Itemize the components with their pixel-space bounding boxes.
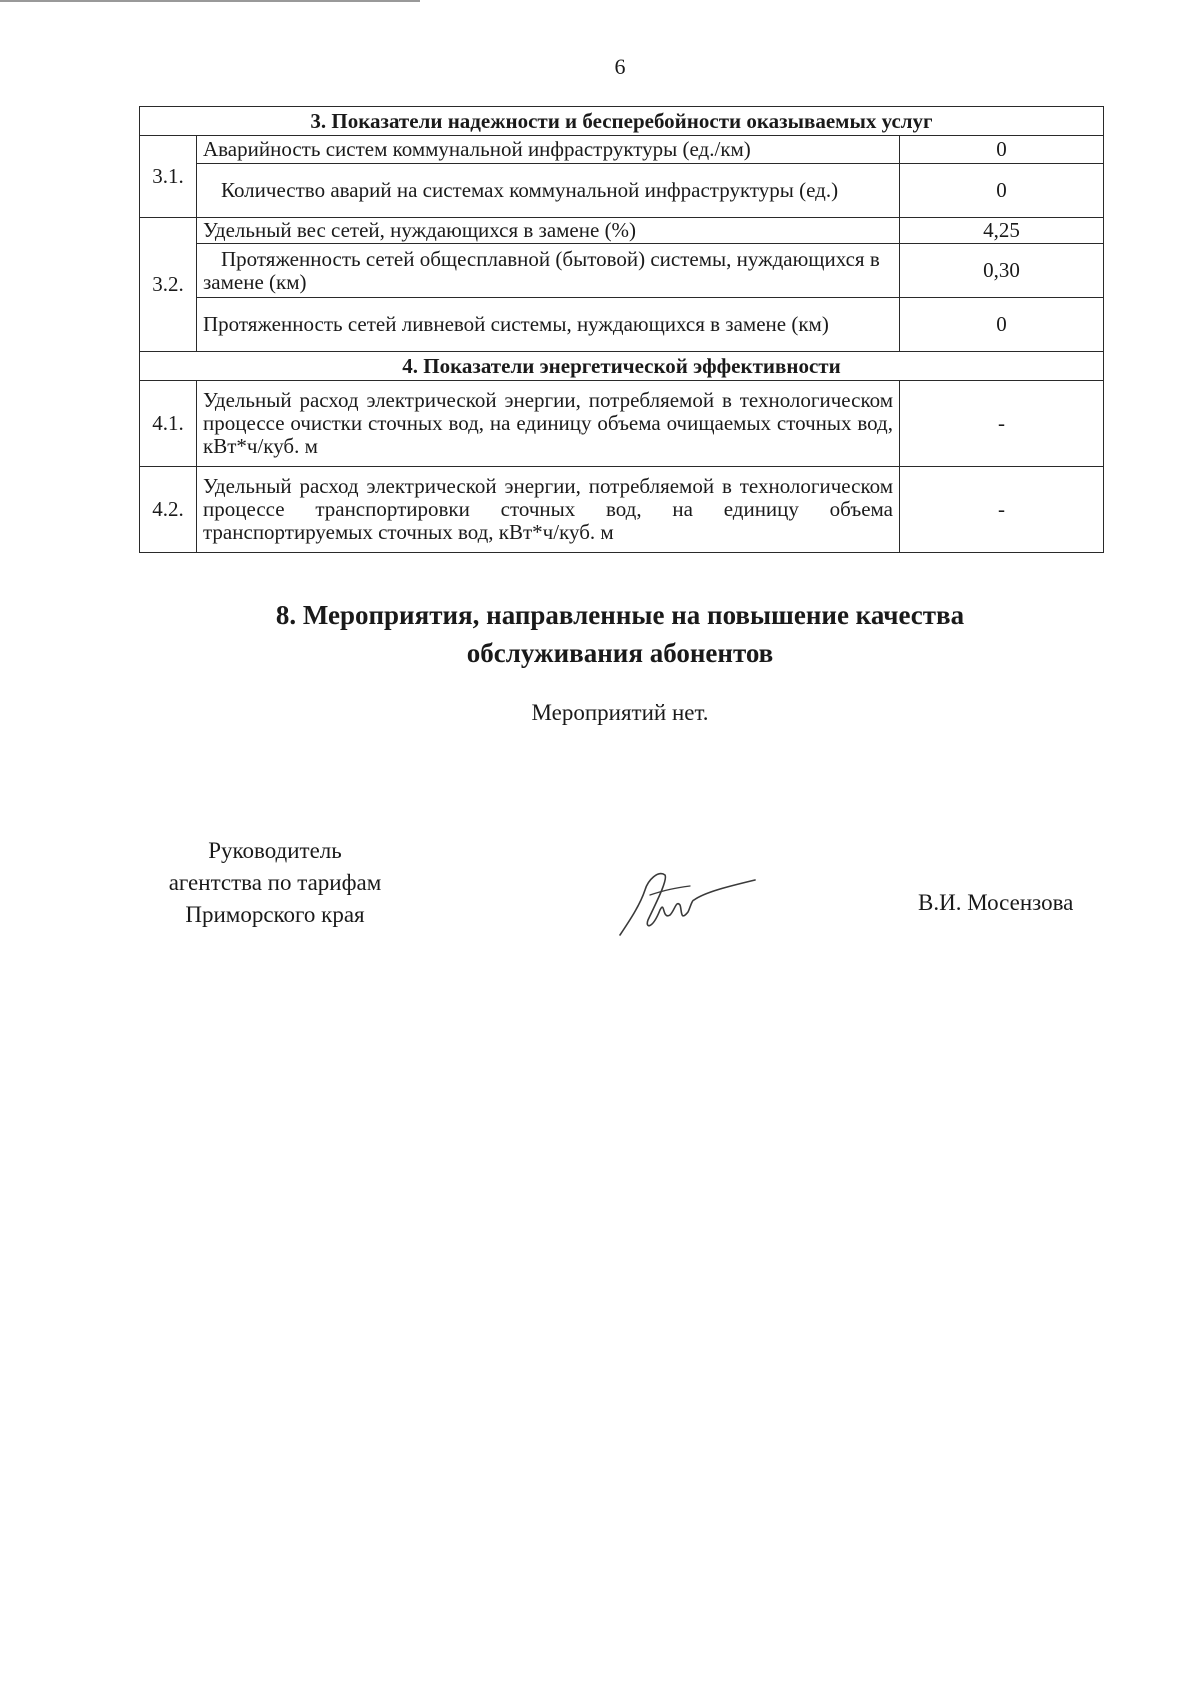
- indicator-description: Протяженность сетей ливневой системы, нуждающихся в замене (км): [197, 298, 900, 352]
- section-8-heading-line: обслуживания абонентов: [466, 638, 774, 668]
- indicator-description: Аварийность систем коммунальной инфраструктуры (ед./км): [197, 136, 900, 164]
- table-row: [140, 218, 1104, 244]
- table-row: [140, 164, 1104, 218]
- section-8-heading: [0, 596, 1200, 672]
- section-4-header-row: [140, 352, 1104, 381]
- section-3-header-row: [140, 107, 1104, 136]
- section-4-title: 4. Показатели энергетической эффективности: [140, 352, 1104, 381]
- table-row: [140, 244, 1104, 298]
- handwritten-signature: [610, 850, 760, 945]
- scan-edge-artifact: [0, 0, 420, 2]
- section-3-title: 3. Показатели надежности и бесперебойности оказываемых услуг: [140, 107, 1104, 136]
- indicator-value: 0: [900, 136, 1104, 164]
- signer-position-line: Приморского края: [185, 902, 365, 927]
- indicator-value: 0: [900, 298, 1104, 352]
- indicator-value: 4,25: [900, 218, 1104, 244]
- page-number: 6: [614, 54, 626, 79]
- indicator-description: Протяженность сетей общесплавной (бытовой) системы, нуждающихся в замене (км): [197, 244, 900, 298]
- indicators-table: [139, 106, 1104, 553]
- section-8-heading-line: 8. Мероприятия, направленные на повышение качества: [275, 600, 965, 630]
- indicator-value: 0,30: [900, 244, 1104, 298]
- indicator-description: Удельный расход электрической энергии, потребляемой в технологическом процессе транспортировки сточных вод, на единицу объема транспортируемых сточных вод, кВт*ч/куб. м: [197, 467, 900, 553]
- row-number: 4.1.: [140, 381, 197, 467]
- row-number: 3.2.: [140, 218, 197, 352]
- indicator-description: Удельный расход электрической энергии, потребляемой в технологическом процессе очистки сточных вод, на единицу объема очищаемых сточных вод, кВт*ч/куб. м: [197, 381, 900, 467]
- table-row: [140, 298, 1104, 352]
- row-number: 3.1.: [140, 136, 197, 218]
- section-8-text: Мероприятий нет.: [531, 700, 709, 725]
- signer-position: [135, 835, 415, 931]
- table-row: [140, 381, 1104, 467]
- indicator-value: -: [900, 467, 1104, 553]
- indicator-value: 0: [900, 164, 1104, 218]
- signer-position-line: агентства по тарифам: [168, 870, 382, 895]
- signer-position-line: Руководитель: [208, 838, 342, 863]
- table-row: [140, 467, 1104, 553]
- row-number: 4.2.: [140, 467, 197, 553]
- indicator-description: Удельный вес сетей, нуждающихся в замене (%): [197, 218, 900, 244]
- table-row: [140, 136, 1104, 164]
- indicator-value: -: [900, 381, 1104, 467]
- signer-name: В.И. Мосензова: [918, 890, 1074, 915]
- indicator-description: Количество аварий на системах коммунальной инфраструктуры (ед.): [197, 164, 900, 218]
